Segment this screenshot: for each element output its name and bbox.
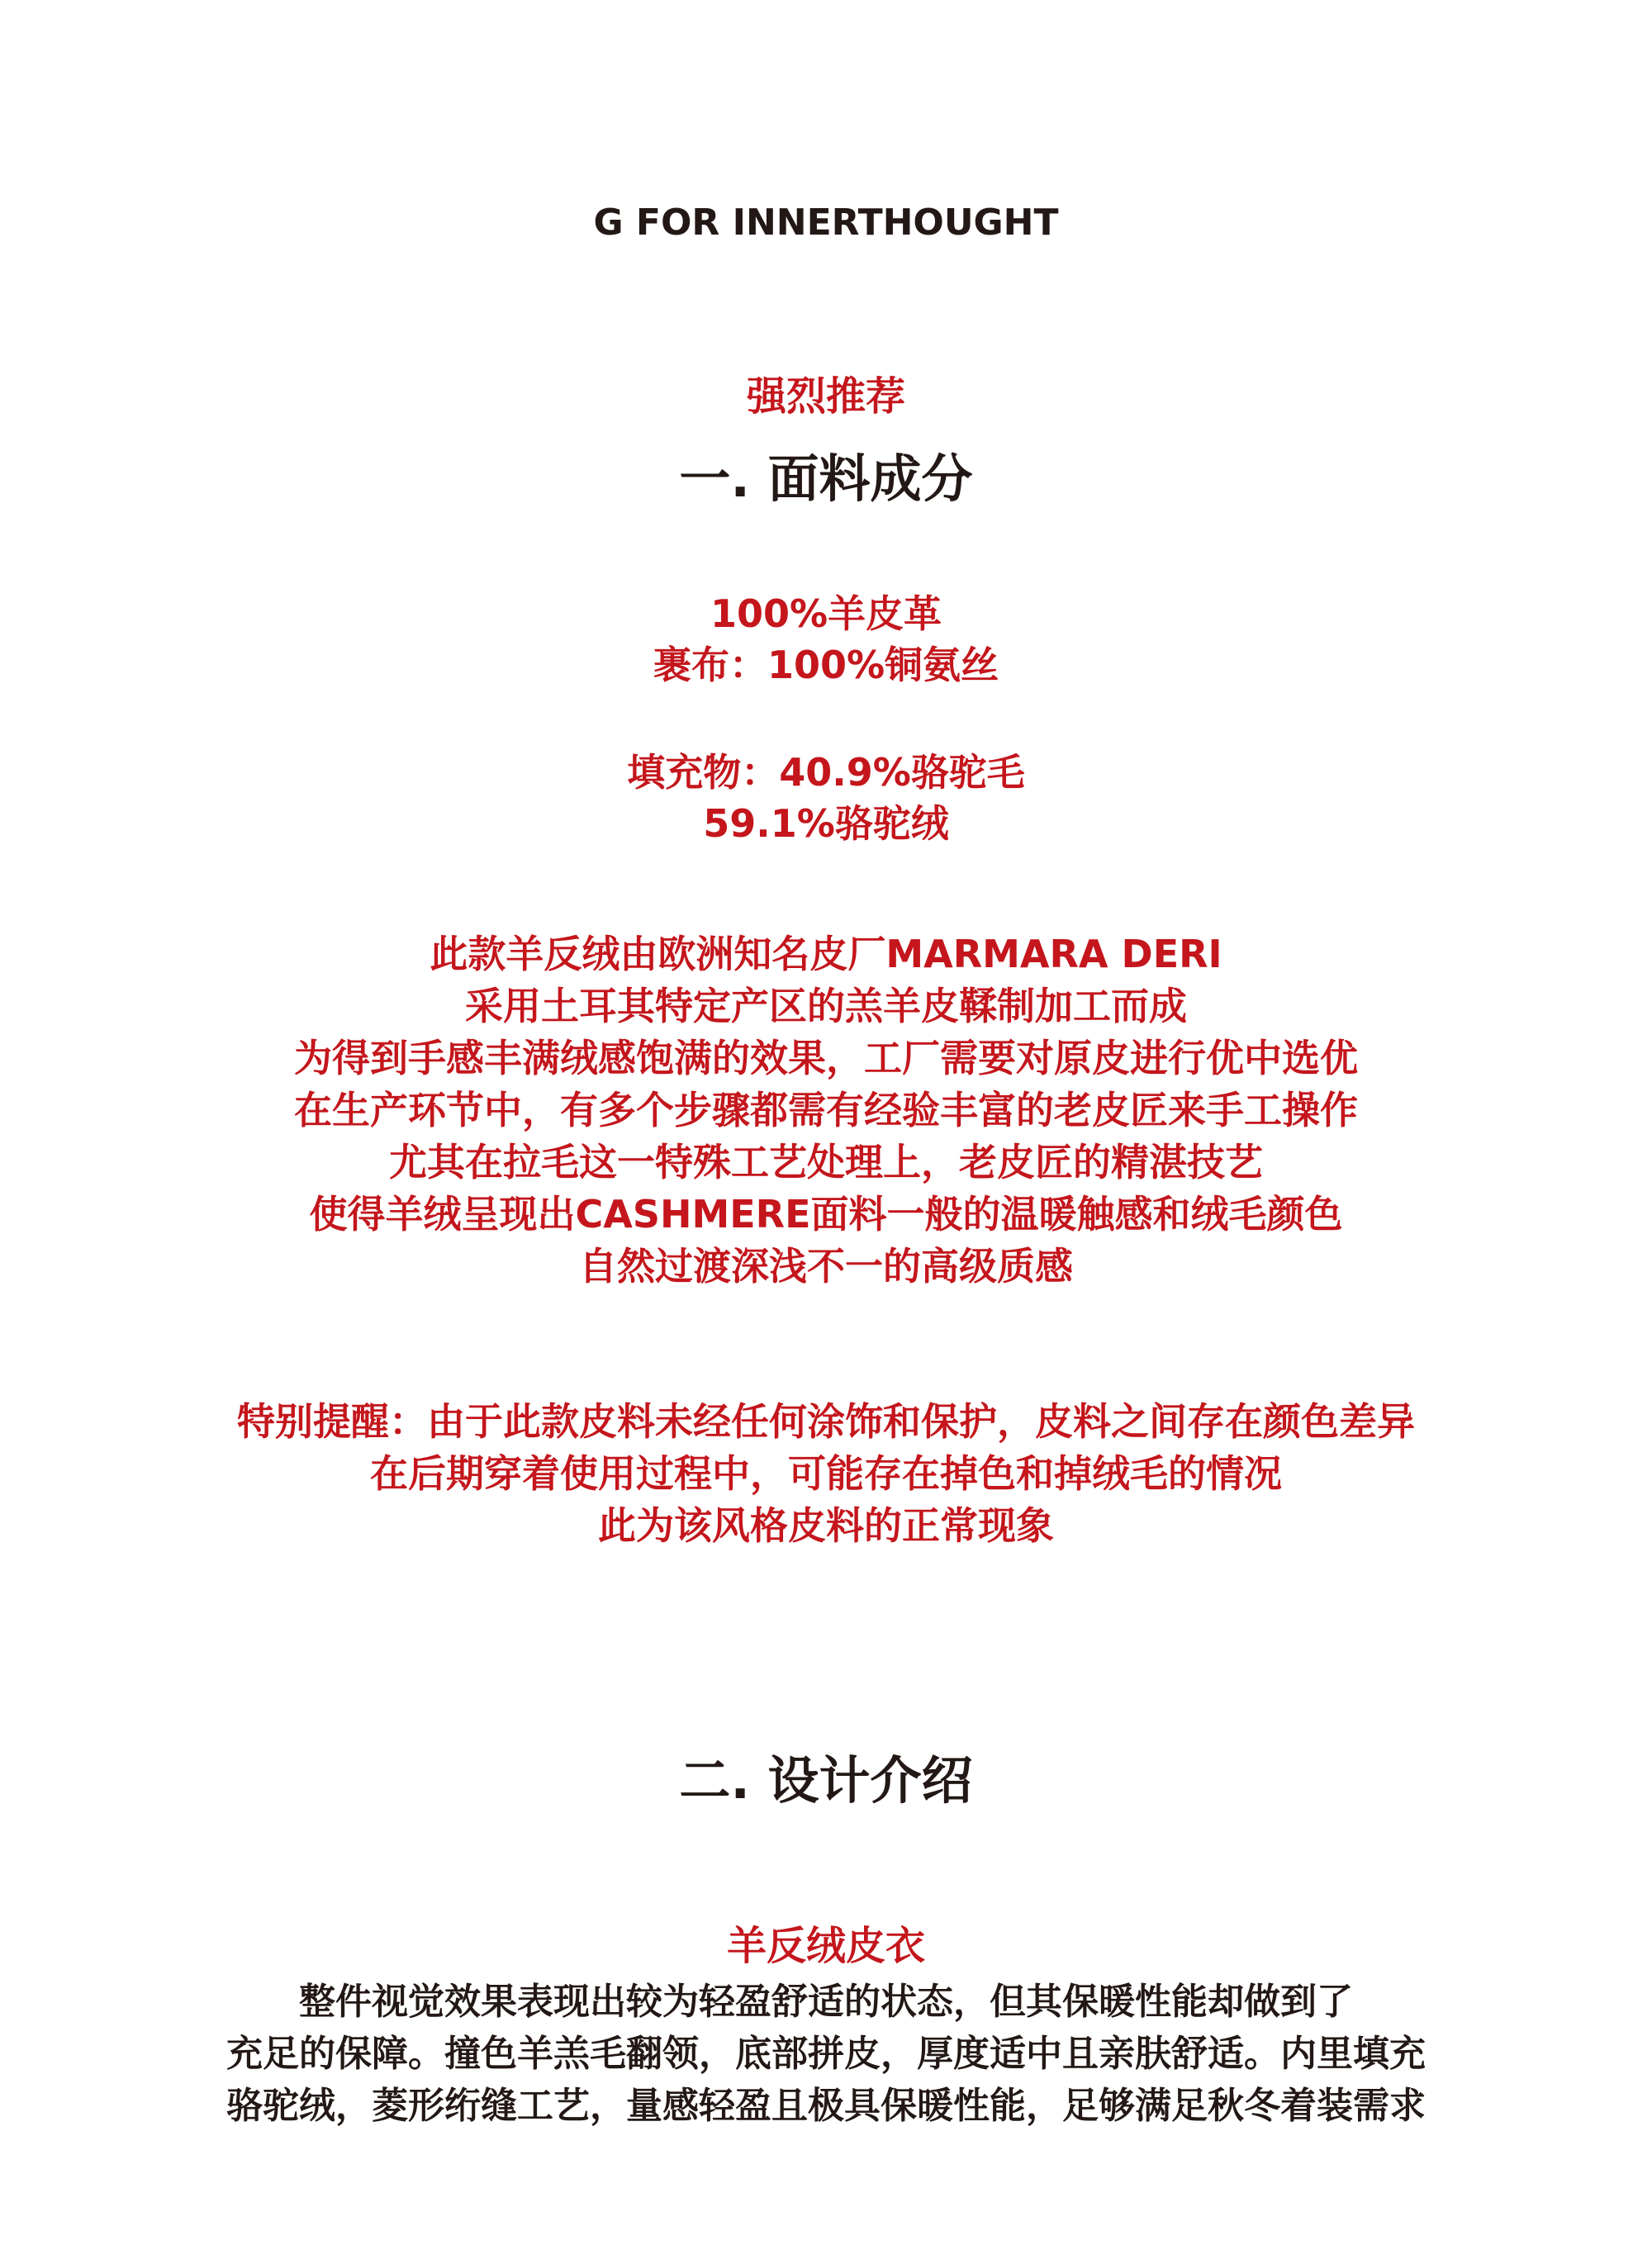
description-line: 骆驼绒，菱形绗缝工艺，量感轻盈且极具保暖性能，足够满足秋冬着装需求 [226, 2085, 1426, 2127]
filling-composition [0, 747, 1652, 849]
section-heading-fabric: 一. 面料成分 [679, 449, 973, 509]
reminder-line: 此为该风格皮料的正常现象 [598, 1503, 1054, 1548]
product-subtitle: 羊反绒皮衣 [726, 1923, 925, 1969]
story-line: 自然过渡深浅不一的高级质感 [579, 1244, 1073, 1289]
description-line: 整件视觉效果表现出较为轻盈舒适的状态，但其保暖性能却做到了 [299, 1981, 1353, 2023]
leather-story [0, 928, 1652, 1293]
composition-line: 100%羊皮革 [710, 591, 942, 636]
composition-line: 填充物：40.9%骆驼毛 [627, 750, 1025, 795]
story-line: 使得羊绒呈现出CASHMERE面料一般的温暖触感和绒毛颜色 [309, 1192, 1343, 1236]
brand-title: G FOR INNERTHOUGHT [593, 202, 1059, 244]
section-heading-design: 二. 设计介绍 [679, 1750, 973, 1811]
story-line: 为得到手感丰满绒感饱满的效果，工厂需要对原皮进行优中选优 [294, 1036, 1358, 1080]
story-line: 尤其在拉毛这一特殊工艺处理上，老皮匠的精湛技艺 [389, 1140, 1263, 1184]
reminder-line: 在后期穿着使用过程中，可能存在掉色和掉绒毛的情况 [370, 1451, 1282, 1496]
design-description [0, 1976, 1652, 2132]
recommendation-label: 强烈推荐 [746, 373, 905, 420]
description-line: 充足的保障。撞色羊羔毛翻领，底部拼皮，厚度适中且亲肤舒适。内里填充 [226, 2033, 1426, 2075]
composition-line: 裹布：100%铜氨丝 [653, 643, 999, 687]
story-line: 采用土耳其特定产区的羔羊皮鞣制加工而成 [465, 984, 1187, 1028]
special-reminder [0, 1396, 1652, 1552]
story-line: 此款羊反绒由欧洲知名皮厂MARMARA DERI [430, 932, 1222, 976]
fabric-composition [0, 588, 1652, 691]
story-line: 在生产环节中，有多个步骤都需有经验丰富的老皮匠来手工操作 [294, 1088, 1358, 1132]
composition-line: 59.1%骆驼绒 [703, 801, 949, 846]
reminder-line: 特别提醒：由于此款皮料未经任何涂饰和保护，皮料之间存在颜色差异 [237, 1399, 1415, 1444]
